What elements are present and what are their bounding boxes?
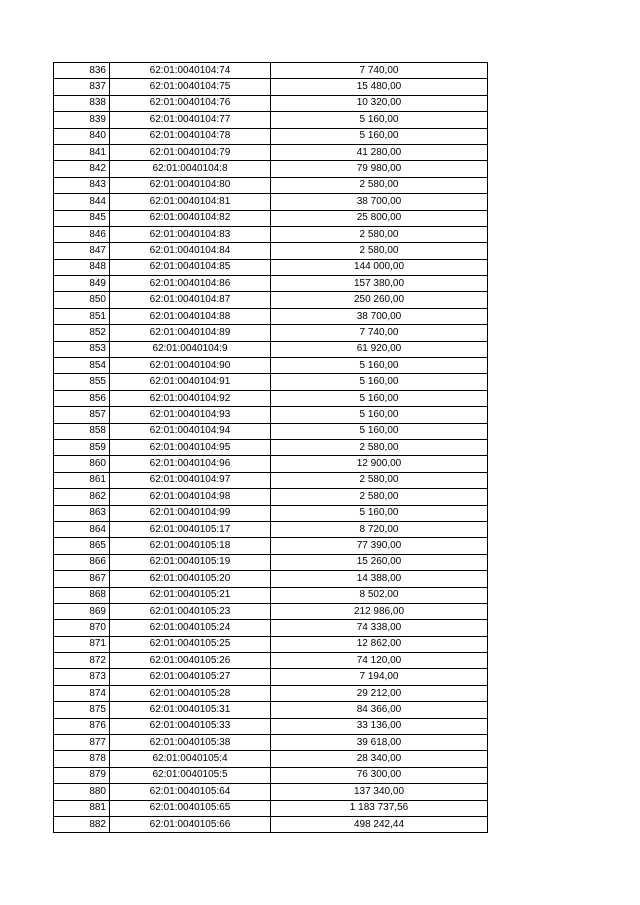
row-number-cell: 863 [54,505,110,521]
value-cell: 10 320,00 [271,95,488,111]
cadastral-number-cell: 62:01:0040104:84 [110,243,271,259]
value-cell: 144 000,00 [271,259,488,275]
cadastral-number-cell: 62:01:0040104:81 [110,194,271,210]
table-row [54,325,488,341]
row-number-cell: 844 [54,194,110,210]
row-number-cell: 875 [54,702,110,718]
row-number-cell: 837 [54,79,110,95]
value-cell: 25 800,00 [271,210,488,226]
row-number-cell: 851 [54,308,110,324]
table-row [54,144,488,160]
cadastral-number-cell: 62:01:0040104:96 [110,456,271,472]
cadastral-number-cell: 62:01:0040104:77 [110,112,271,128]
cadastral-number-cell: 62:01:0040105:24 [110,620,271,636]
cadastral-number-cell: 62:01:0040104:91 [110,374,271,390]
row-number-cell: 838 [54,95,110,111]
table-row [54,63,488,79]
table-row [54,292,488,308]
value-cell: 33 136,00 [271,718,488,734]
row-number-cell: 840 [54,128,110,144]
cadastral-number-cell: 62:01:0040104:78 [110,128,271,144]
value-cell: 2 580,00 [271,489,488,505]
table-row [54,653,488,669]
table-row [54,276,488,292]
value-cell: 2 580,00 [271,226,488,242]
table-row [54,784,488,800]
value-cell: 137 340,00 [271,784,488,800]
cadastral-number-cell: 62:01:0040105:19 [110,554,271,570]
table-row [54,571,488,587]
row-number-cell: 865 [54,538,110,554]
value-cell: 14 388,00 [271,571,488,587]
value-cell: 2 580,00 [271,472,488,488]
value-cell: 41 280,00 [271,144,488,160]
value-cell: 38 700,00 [271,308,488,324]
cadastral-number-cell: 62:01:0040105:18 [110,538,271,554]
value-cell: 7 740,00 [271,325,488,341]
table-row [54,341,488,357]
row-number-cell: 847 [54,243,110,259]
cadastral-number-cell: 62:01:0040105:65 [110,800,271,816]
row-number-cell: 850 [54,292,110,308]
cadastral-number-cell: 62:01:0040105:17 [110,521,271,537]
value-cell: 2 580,00 [271,243,488,259]
value-cell: 61 920,00 [271,341,488,357]
value-cell: 5 160,00 [271,358,488,374]
row-number-cell: 866 [54,554,110,570]
row-number-cell: 839 [54,112,110,128]
row-number-cell: 872 [54,653,110,669]
value-cell: 12 862,00 [271,636,488,652]
value-cell: 76 300,00 [271,767,488,783]
table-row [54,620,488,636]
cadastral-number-cell: 62:01:0040104:88 [110,308,271,324]
value-cell: 12 900,00 [271,456,488,472]
table-row [54,456,488,472]
table-row [54,472,488,488]
row-number-cell: 849 [54,276,110,292]
table-body [54,63,488,833]
table-row [54,489,488,505]
row-number-cell: 845 [54,210,110,226]
row-number-cell: 842 [54,161,110,177]
table-row [54,423,488,439]
table-row [54,374,488,390]
cadastral-number-cell: 62:01:0040104:94 [110,423,271,439]
row-number-cell: 868 [54,587,110,603]
row-number-cell: 861 [54,472,110,488]
cadastral-value-table [53,62,488,833]
value-cell: 498 242,44 [271,816,488,832]
row-number-cell: 880 [54,784,110,800]
cadastral-number-cell: 62:01:0040105:66 [110,816,271,832]
table-row [54,603,488,619]
cadastral-number-cell: 62:01:0040105:26 [110,653,271,669]
row-number-cell: 870 [54,620,110,636]
row-number-cell: 864 [54,521,110,537]
cadastral-number-cell: 62:01:0040105:33 [110,718,271,734]
table-row [54,751,488,767]
cadastral-number-cell: 62:01:0040105:21 [110,587,271,603]
value-cell: 1 183 737,56 [271,800,488,816]
value-cell: 2 580,00 [271,439,488,455]
row-number-cell: 871 [54,636,110,652]
row-number-cell: 857 [54,407,110,423]
value-cell: 5 160,00 [271,423,488,439]
table-row [54,554,488,570]
cadastral-number-cell: 62:01:0040104:85 [110,259,271,275]
cadastral-number-cell: 62:01:0040104:99 [110,505,271,521]
cadastral-number-cell: 62:01:0040104:74 [110,63,271,79]
cadastral-number-cell: 62:01:0040104:82 [110,210,271,226]
table-row [54,259,488,275]
table-row [54,538,488,554]
row-number-cell: 846 [54,226,110,242]
value-cell: 2 580,00 [271,177,488,193]
table-row [54,112,488,128]
table-row [54,161,488,177]
value-cell: 7 194,00 [271,669,488,685]
table-row [54,702,488,718]
row-number-cell: 873 [54,669,110,685]
row-number-cell: 854 [54,358,110,374]
cadastral-number-cell: 62:01:0040104:80 [110,177,271,193]
table-row [54,505,488,521]
row-number-cell: 843 [54,177,110,193]
table-row [54,177,488,193]
row-number-cell: 858 [54,423,110,439]
value-cell: 5 160,00 [271,112,488,128]
value-cell: 39 618,00 [271,735,488,751]
table-row [54,767,488,783]
cadastral-number-cell: 62:01:0040105:23 [110,603,271,619]
row-number-cell: 878 [54,751,110,767]
row-number-cell: 882 [54,816,110,832]
table-row [54,407,488,423]
table-row [54,95,488,111]
row-number-cell: 869 [54,603,110,619]
cadastral-number-cell: 62:01:0040104:92 [110,390,271,406]
cadastral-number-cell: 62:01:0040104:86 [110,276,271,292]
table-row [54,210,488,226]
value-cell: 38 700,00 [271,194,488,210]
row-number-cell: 862 [54,489,110,505]
cadastral-number-cell: 62:01:0040105:25 [110,636,271,652]
value-cell: 250 260,00 [271,292,488,308]
value-cell: 77 390,00 [271,538,488,554]
row-number-cell: 877 [54,735,110,751]
table-row [54,735,488,751]
table-row [54,308,488,324]
cadastral-number-cell: 62:01:0040104:9 [110,341,271,357]
cadastral-number-cell: 62:01:0040104:98 [110,489,271,505]
cadastral-number-cell: 62:01:0040104:90 [110,358,271,374]
row-number-cell: 876 [54,718,110,734]
value-cell: 74 338,00 [271,620,488,636]
value-cell: 8 502,00 [271,587,488,603]
table-row [54,358,488,374]
row-number-cell: 852 [54,325,110,341]
row-number-cell: 841 [54,144,110,160]
row-number-cell: 836 [54,63,110,79]
value-cell: 29 212,00 [271,685,488,701]
row-number-cell: 856 [54,390,110,406]
row-number-cell: 853 [54,341,110,357]
value-cell: 79 980,00 [271,161,488,177]
cadastral-number-cell: 62:01:0040105:20 [110,571,271,587]
value-cell: 8 720,00 [271,521,488,537]
cadastral-number-cell: 62:01:0040104:75 [110,79,271,95]
value-cell: 15 480,00 [271,79,488,95]
value-cell: 157 380,00 [271,276,488,292]
cadastral-number-cell: 62:01:0040104:93 [110,407,271,423]
table-row [54,79,488,95]
table-row [54,243,488,259]
cadastral-number-cell: 62:01:0040104:87 [110,292,271,308]
cadastral-number-cell: 62:01:0040104:76 [110,95,271,111]
row-number-cell: 867 [54,571,110,587]
value-cell: 5 160,00 [271,374,488,390]
table-row [54,194,488,210]
value-cell: 15 260,00 [271,554,488,570]
cadastral-number-cell: 62:01:0040104:8 [110,161,271,177]
table-row [54,128,488,144]
row-number-cell: 855 [54,374,110,390]
cadastral-number-cell: 62:01:0040105:28 [110,685,271,701]
cadastral-number-cell: 62:01:0040105:5 [110,767,271,783]
value-cell: 74 120,00 [271,653,488,669]
cadastral-number-cell: 62:01:0040105:38 [110,735,271,751]
table-row [54,390,488,406]
value-cell: 84 366,00 [271,702,488,718]
cadastral-number-cell: 62:01:0040104:79 [110,144,271,160]
table-row [54,439,488,455]
value-cell: 212 986,00 [271,603,488,619]
table-row [54,587,488,603]
cadastral-number-cell: 62:01:0040105:64 [110,784,271,800]
table-row [54,636,488,652]
value-cell: 28 340,00 [271,751,488,767]
row-number-cell: 860 [54,456,110,472]
cadastral-number-cell: 62:01:0040104:97 [110,472,271,488]
cadastral-number-cell: 62:01:0040104:89 [110,325,271,341]
table-row [54,685,488,701]
value-cell: 5 160,00 [271,390,488,406]
row-number-cell: 881 [54,800,110,816]
table-row [54,718,488,734]
table-row [54,521,488,537]
table-row [54,800,488,816]
cadastral-number-cell: 62:01:0040105:4 [110,751,271,767]
table-row [54,669,488,685]
value-cell: 7 740,00 [271,63,488,79]
cadastral-number-cell: 62:01:0040104:95 [110,439,271,455]
value-cell: 5 160,00 [271,407,488,423]
cadastral-number-cell: 62:01:0040104:83 [110,226,271,242]
table-row [54,816,488,832]
value-cell: 5 160,00 [271,128,488,144]
cadastral-number-cell: 62:01:0040105:31 [110,702,271,718]
row-number-cell: 848 [54,259,110,275]
row-number-cell: 874 [54,685,110,701]
value-cell: 5 160,00 [271,505,488,521]
row-number-cell: 859 [54,439,110,455]
table-row [54,226,488,242]
row-number-cell: 879 [54,767,110,783]
cadastral-number-cell: 62:01:0040105:27 [110,669,271,685]
